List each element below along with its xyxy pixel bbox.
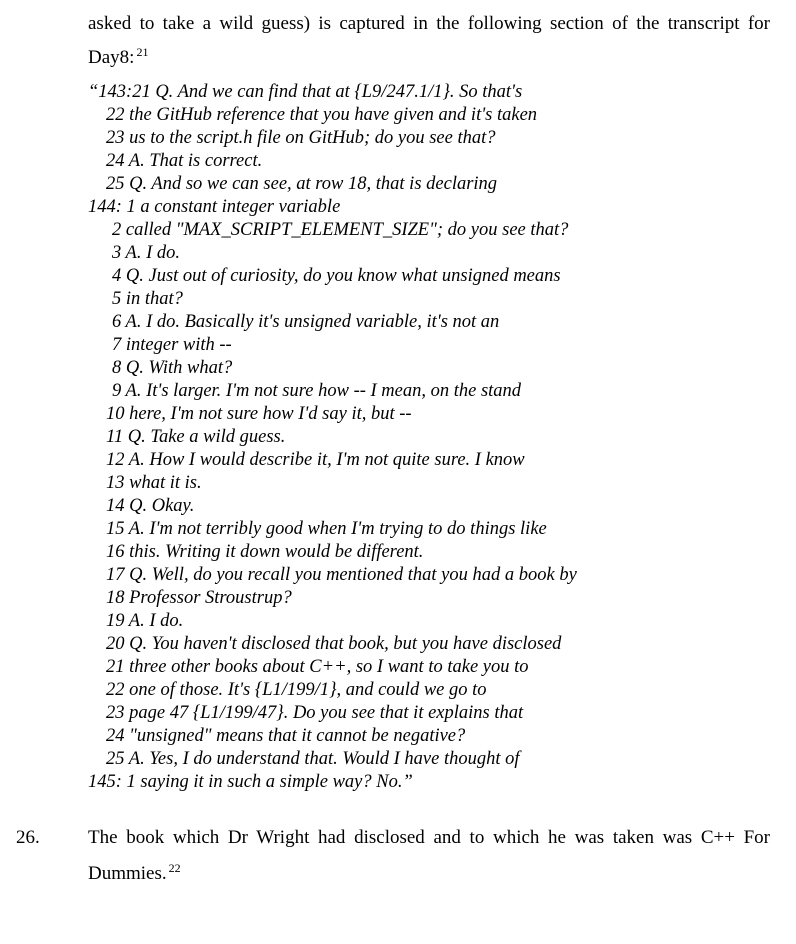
transcript-line: 7 integer with -- bbox=[112, 335, 232, 355]
transcript-line: 25 Q. And so we can see, at row 18, that is declaring bbox=[106, 174, 498, 194]
intro-line-2 bbox=[88, 47, 770, 69]
transcript-line: 20 Q. You haven't disclosed that book, but you have disclosed bbox=[106, 634, 562, 654]
transcript-line: 25 A. Yes, I do understand that. Would I have thought of bbox=[106, 749, 520, 769]
transcript-line: 15 A. I'm not terribly good when I'm trying to do things like bbox=[106, 519, 547, 539]
paragraph-26-line-1: The book which Dr Wright had disclosed and to which he was taken was C++ For bbox=[88, 827, 770, 848]
paragraph-26-line-2 bbox=[88, 863, 770, 885]
intro-day-label: Day8: bbox=[88, 47, 135, 68]
footnote-ref-21[interactable]: 21 bbox=[136, 45, 149, 59]
transcript-line: 23 us to the script.h file on GitHub; do you see that? bbox=[106, 128, 496, 148]
transcript-line: “143:21 Q. And we can find that at {L9/247.1/1}. So that's bbox=[88, 82, 523, 102]
transcript-line: 17 Q. Well, do you recall you mentioned that you had a book by bbox=[106, 565, 577, 585]
transcript-line: 12 A. How I would describe it, I'm not quite sure. I know bbox=[106, 450, 525, 470]
intro-line-1: asked to take a wild guess) is captured in the following section of the transcript for bbox=[88, 13, 770, 34]
transcript-line: 8 Q. With what? bbox=[112, 358, 233, 378]
transcript-line: 9 A. It's larger. I'm not sure how -- I mean, on the stand bbox=[112, 381, 522, 401]
transcript-line: 2 called "MAX_SCRIPT_ELEMENT_SIZE"; do you see that? bbox=[112, 220, 569, 240]
transcript-line: 11 Q. Take a wild guess. bbox=[106, 427, 286, 447]
transcript-line: 10 here, I'm not sure how I'd say it, but -- bbox=[106, 404, 412, 424]
transcript-line: 4 Q. Just out of curiosity, do you know what unsigned means bbox=[112, 266, 561, 286]
transcript-line: 5 in that? bbox=[112, 289, 183, 309]
transcript-line: 18 Professor Stroustrup? bbox=[106, 588, 292, 608]
transcript-line: 3 A. I do. bbox=[112, 243, 181, 263]
transcript-quote bbox=[88, 81, 708, 794]
footnote-ref-22[interactable]: 22 bbox=[168, 861, 181, 875]
transcript-line: 23 page 47 {L1/199/47}. Do you see that it explains that bbox=[106, 703, 524, 723]
transcript-line: 24 "unsigned" means that it cannot be negative? bbox=[106, 726, 466, 746]
transcript-line: 14 Q. Okay. bbox=[106, 496, 195, 516]
paragraph-number: 26. bbox=[16, 827, 40, 848]
transcript-line: 22 the GitHub reference that you have given and it's taken bbox=[106, 105, 538, 125]
transcript-line: 16 this. Writing it down would be different. bbox=[106, 542, 424, 562]
paragraph-26-book-title: Dummies. bbox=[88, 863, 167, 884]
transcript-line: 22 one of those. It's {L1/199/1}, and could we go to bbox=[106, 680, 487, 700]
transcript-line: 145: 1 saying it in such a simple way? No.” bbox=[88, 772, 413, 792]
transcript-line: 21 three other books about C++, so I want to take you to bbox=[106, 657, 529, 677]
transcript-line: 19 A. I do. bbox=[106, 611, 184, 631]
transcript-line: 24 A. That is correct. bbox=[106, 151, 263, 171]
transcript-line: 13 what it is. bbox=[106, 473, 202, 493]
transcript-line: 6 A. I do. Basically it's unsigned variable, it's not an bbox=[112, 312, 500, 332]
transcript-line: 144: 1 a constant integer variable bbox=[88, 197, 341, 217]
